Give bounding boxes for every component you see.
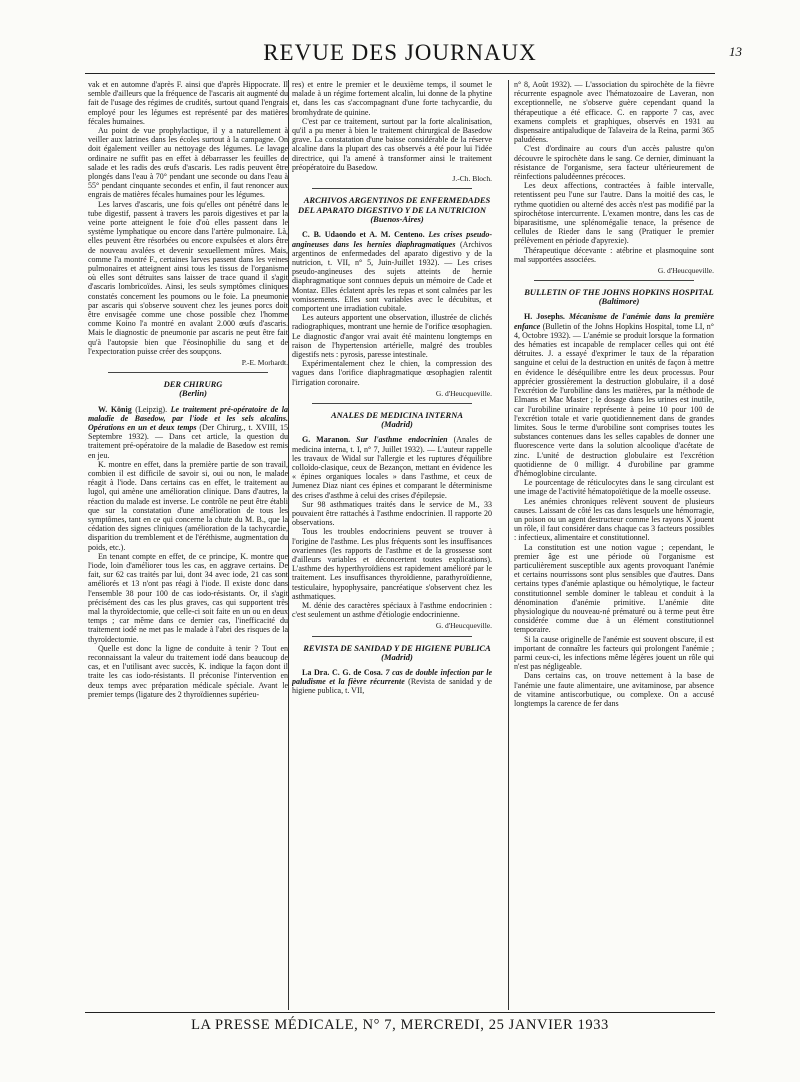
paragraph: n° 8, Août 1932). — L'association du spirochète de la fièvre récurrente espagnole avec l'hématozoaire de Laveran, non exceptionnelle, ne s'observe guère cependant quand la thérapeutique a été efficace. C. en rapporte 7 cas, avec examens complets et graphiques, observés en 1931 au dispensaire antipaludique de Talaveira de la Reina, parmi 365 paludéens.	[514, 80, 714, 145]
paragraph: Thérapeutique décevante : atébrine et plasmoquine sont mal supportées associées.	[514, 245, 714, 264]
footer-rule	[85, 1012, 715, 1013]
paragraph: Au point de vue prophylactique, il y a naturellement à veiller aux latrines dans les écoles surtout à la campagne. On doit également veiller au nettoyage des légumes. Le lavage ordinaire ne suffit pas en effet à débarrasser les feuilles de salade et les radis des œufs d'ascaris. Les radis peuvent être plongés dans l'eau à 70° pendant une seconde ou dans l'eau à 55° pendant cinquante secondes et enfin, il faut renoncer aux engrais de matières fécales humaines pour les légumes.	[88, 126, 288, 200]
journal-city: (Baltimore)	[598, 296, 640, 307]
article-title: Sur l'asthme endocrinien	[350, 435, 448, 445]
abstract-lead	[88, 405, 288, 460]
article-title: 7 cas de double infection par le paludisme et la fièvre récurrente	[292, 667, 492, 686]
journal-name: BULLETIN OF THE JOHNS HOPKINS HOSPITAL	[524, 287, 714, 298]
journal-name: DER CHIRURG	[163, 379, 223, 390]
paragraph: C'est par ce traitement, surtout par la forte alcalinisation, qu'il a pu mener à bien le traitement chirurgical de Basedow grave. La constatation d'une baisse considérable de la réserve alcaline dans la plupart des cas observés a été pour lui l'idée directrice, qui l'a amené à transformer ainsi le traitement préopératoire du Basedow.	[292, 116, 492, 172]
signature: P.-E. Morhardt.	[241, 358, 288, 368]
paragraph: En tenant compte en effet, de ce principe, K. montre que l'iode, loin d'améliorer tous les cas, en aggrave certains. De fait, sur 62 cas traités par lui, dont 34 avec iode, 21 cas sont améliorés et 13 n'ont pas réagi à l'iode. Il existe donc dans l'ensemble 38 pour 100 de cas iodo-résistants. Or, il s'agit précisément des cas les plus graves, cas qui supportent très mal la thyroïdectomie, que celle-ci soit faite en un ou en deux temps ; car même dans ce dernier cas, l'inefficacité du traitement iodé ne met pas le malade à l'abri des risques de la thyroïdectomie.	[88, 551, 288, 644]
paragraph: Quelle est donc la ligne de conduite à tenir ? Tout en reconnaissant la valeur du traitement iodé dans beaucoup de cas, et en l'utilisant avec succès, K. indique la façon dont il traite les cas iodo-résistants. Il préconise l'intervention en deux temps avec préparation médicale spéciale. Avant le premier temps (ligature des 2 thyroïdiennes supérieu-	[88, 643, 288, 699]
journal-city: (Buenos-Aires)	[370, 214, 424, 225]
column-1	[88, 80, 288, 1010]
paragraph: Expérimentalement chez le chien, la compression des vagues dans l'orifice diaphragmatique œsophagien ralentit l'irrigation coronaire.	[292, 359, 492, 387]
article-title: Mécanisme de l'anémie dans la première enfance	[514, 312, 714, 331]
abstract-lead	[292, 230, 492, 313]
running-head-title: REVUE DES JOURNAUX	[263, 40, 537, 65]
header-rule	[85, 73, 715, 74]
signature: G. d'Heucqueville.	[435, 388, 492, 398]
section-rule	[108, 372, 268, 373]
journal-name: ARCHIVOS ARGENTINOS DE ENFERMEDADES DEL APARATO DIGESTIVO Y DE LA NUTRICION	[298, 195, 491, 216]
signature: G. d'Heucqueville.	[657, 266, 714, 276]
paragraph: vak et en automne d'après F. ainsi que d'après Hippocrate. Il semble d'ailleurs que la fréquence de l'ascaris ait augmenté du fait de l'usage des régimes de crudités, surtout quand l'engrais employé pour les légumes est représenté par des matières fécales humaines.	[88, 80, 288, 126]
article-title: Le traitement pré-opératoire de la maladie de Basedow, par l'iode et les sels alcalins. Opérations en un et deux temps	[88, 404, 288, 432]
paragraph: Les larves d'ascaris, une fois qu'elles ont pénétré dans le tube digestif, passent à travers les parois digestives et par la veine porte atteignent le foie d'où elles passent dans le système lymphatique ou encore dans l'artère pulmonaire. Là, elles peuvent être résorbées ou encore expulsées et alors être de nouveau avalées et devenir sexuellement mûres. Mais, comme l'a montré F., certaines larves passent dans les veines pulmonaires et atteignent ainsi tous les tissus de l'organisme où elles sont détruites sans laisser de trace quand il s'agit d'ascaris lombricoïdes. Ainsi, les seuls symptômes cliniques constatés concernent les poumons ou le foie. La pneumonie par ascaris qui s'observe souvent chez les jeunes porcs doit être envisagée comme une chose possible chez l'homme comme Koino l'a montré en avalant 2.000 œufs d'ascaris. Mais le diagnostic de pneumonie par ascaris ne peut être fait qu'à l'autopsie bien que l'éosinophilie du sang et de l'expectoration puisse créer des soupçons.	[88, 199, 288, 356]
abstract-lead	[292, 435, 492, 499]
column-3	[514, 80, 714, 1010]
journal-city: (Madrid)	[381, 651, 413, 662]
abstract-lead	[514, 312, 714, 478]
column-divider	[288, 80, 289, 1010]
paragraph: Les anémies chroniques relèvent souvent de plusieurs causes. Laissant de côté les cas dans lesquels une hémorragie, un poison ou un agent destructeur comme les rayons X jouent un rôle, il faut considérer dans chaque cas 3 facteurs possibles : infectieux, alimentaire et constitutionnel.	[514, 496, 714, 543]
running-footer: LA PRESSE MÉDICALE, N° 7, MERCREDI, 25 JANVIER 1933	[191, 1017, 609, 1033]
section-rule	[312, 636, 472, 637]
article-reference: (Archivos argentinos de enfermedades del aparato digestivo y de la nutricion, t. VII, n° 5, Juin-Juillet 1932). — Les crises pseudo-angineuses des sujets atteints de hernie diaphragmatique sont connues depuis un mémoire de Cade et Montaz. Elles éclatent après les repas et sont calmées par les vomissements. Elles sont variables avec le décubitus, et comportent une irradiation cubitale.	[292, 239, 492, 314]
paragraph: Sur 98 asthmatiques traités dans le service de M., 33 pouvaient être rattachés à l'asthme endocrinien. Il rapporte 20 observations.	[292, 499, 492, 528]
section-rule	[534, 280, 694, 281]
article-title: Les crises pseudo-angineuses dans les hernies diaphragmatiques	[292, 230, 492, 249]
journal-city: (Berlin)	[179, 388, 207, 399]
paragraph: Les deux affections, contractées à faible intervalle, retentissent peu l'une sur l'autre. Dans la moitié des cas, le rythme quotidien ou alterné des accès n'est pas modifié par la spirochétose intercurrente. L'examen montre, dans les cas de biparasitisme, une splénomégalie tenace, la présence de cellules de Rieder dans le sang (Pratiquer le premier prélèvement en période d'apyrexie).	[514, 181, 714, 246]
paragraph: K. montre en effet, dans la première partie de son travail, combien il est difficile de savoir si, oui ou non, le malade réagit à l'iode. Dans certains cas en effet, le traitement au lugol, qui amène une amélioration clinique. Dans d'autres, la réaction du malade est inverse. Le contrôle ne peut être établi que sur la constatation d'une amélioration de tous les symptômes, tant en ce qui concerne la chute du M. B., que la cédation des signes cliniques (amélioration de la tachycardie, disparition du tremblement et de l'éréthisme, augmentation du poids, etc.).	[88, 459, 288, 552]
signature: J.-Ch. Bloch.	[452, 174, 492, 184]
article-author: W. König	[98, 404, 132, 414]
section-rule	[312, 188, 472, 189]
column-2	[292, 80, 492, 1010]
journal-name: ANALES DE MEDICINA INTERNA	[330, 410, 464, 421]
paragraph: La constitution est une notion vague ; cependant, le premier âge est une période où l'organisme est particulièrement susceptible aux agents provoquant l'anémie et certains nourrissons sont plus sensibles que d'autres. Dans certains types d'anémie aplastique ou hémolytique, le facteur constitutionnel semble dominer le tableau et conduit à la dénomination d'anémie primitive. L'anémie dite physiologique du nouveau-né prématuré ou à terme peut être considérée comme due à un élément constitutionnel temporaire.	[514, 542, 714, 635]
journal-city: (Madrid)	[381, 419, 413, 430]
signature: G. d'Heucqueville.	[435, 621, 492, 631]
section-rule	[312, 403, 472, 404]
paragraph: Le pourcentage de réticulocytes dans le sang circulant est une image de l'activité hématopoïétique de la moelle osseuse.	[514, 478, 714, 497]
journal-name: REVISTA DE SANIDAD Y DE HIGIENE PUBLICA	[303, 642, 491, 653]
author-place: (Leipzig).	[131, 404, 171, 414]
article-reference: (Anales de medicina interna, t. I, n° 7, Juillet 1932). — L'auteur rappelle les travaux de Widal sur l'allergie et les ruptures d'équilibre colloïdo-clasique, ceux de Bezançon, mettant en évidence les « épines organiques locales » dans l'asthme, et ceux de Jumenez Diaz niant ces épines et comparant le déterminisme des crises d'asthme à celui des crises d'épilepsie.	[292, 435, 492, 500]
article-author: H. Josephs.	[524, 312, 565, 322]
abstract-lead	[292, 668, 492, 696]
article-reference: (Der Chirurg., t. XVIII, 15 Septembre 1932). — Dans cet article, la question du traitement pré-opératoire de la maladie de Basedow est remis en jeu.	[88, 422, 288, 460]
paragraph: M. dénie des caractères spéciaux à l'asthme endocrinien : c'est seulement un asthme d'étiologie endocrinienne.	[292, 600, 492, 620]
paragraph: C'est d'ordinaire au cours d'un accès palustre qu'on découvre le spirochète dans le sang. Ce dernier, diminuant la résistance de l'organisme, sera facteur ultérieurement de réinfections paludéennes précoces.	[514, 144, 714, 182]
paragraph: Si la cause originelle de l'anémie est souvent obscure, il est important de connaître les facteurs qui prolongent l'anémie ; parmi ceux-ci, les infections même légères jouent un rôle qui n'est pas négligeable.	[514, 634, 714, 672]
article-reference: (Revista de sanidad y de higiene publica, t. VII,	[292, 676, 492, 696]
article-author: La Dra. C. G. de Cosa.	[302, 667, 383, 677]
column-divider	[508, 80, 509, 1010]
page-number: 13	[729, 44, 742, 59]
article-reference: (Bulletin of the Johns Hopkins Hospital, tome LI, n° 4, Octobre 1932). — L'anémie se produit lorsque la formation des hématies est incapable de remplacer celles qui ont été détruites. J. a essayé d'exprimer le taux de la réparation sanguine et celui de la destruction en unités de façon à mettre en évidence le déséquilibre entre les deux processus. Pour apprécier grossièrement la destruction globulaire, il a dosé l'excrétion de l'urobiline dans les matières, par la méthode de Elmans et Mac Master ; le dosage dans les urines est inutile, car l'urobiline urinaire représente à peine 10 pour 100 de l'excrétion totale et varie quotidiennement dans de grandes limites. Sous le terme d'urobiline sont comprises toutes les substances contenues dans les selles capables de donner une fluorescence verte dans la solution alcoolique d'acétate de zinc. L'unité de destruction globulaire est l'excrétion quotidienne de 0 milligr. 4 d'urobiline par gramme d'hémoglobine circulante.	[514, 321, 714, 478]
paragraph: Tous les troubles endocriniens peuvent se trouver à l'origine de l'asthme. Les plus fréquents sont les insuffisances ovariennes (les rapports de l'asthme et de la grossesse sont d'ailleurs variables et déconcertent toutes explications). L'asthme des hyperthyroïdiens est rapidement amélioré par le traitement. Les insuffisances thyroïdienne, parathyroïdienne, testiculaire, hypophysaire, pancréatique s'observent chez les asthmatiques.	[292, 527, 492, 601]
paragraph: Les auteurs apportent une observation, illustrée de clichés radiographiques, montrant une hernie de l'orifice œsophagien. Le diagnostic d'angor vrai avait été maintenu longtemps en raison de l'hypertension artérielle, malgré des troubles digestifs nets : pyrosis, paresse intestinale.	[292, 313, 492, 360]
article-author: C. B. Udaondo et A. M. Centeno.	[302, 230, 425, 240]
paragraph: Dans certains cas, on trouve nettement à la base de l'anémie une faute alimentaire, une avitaminose, par absence de vitamine antiscorbutique, ou complexe. On a accusé longtemps la carence de fer dans	[514, 671, 714, 708]
article-author: G. Maranon.	[302, 435, 351, 445]
paragraph: res) et entre le premier et le deuxième temps, il soumet le malade à un régime fortement alcalin, lui donne de la phytine et, dans les cas s'accompagnant d'une forte tachycardie, du bromhydrate de quinine.	[292, 80, 492, 117]
